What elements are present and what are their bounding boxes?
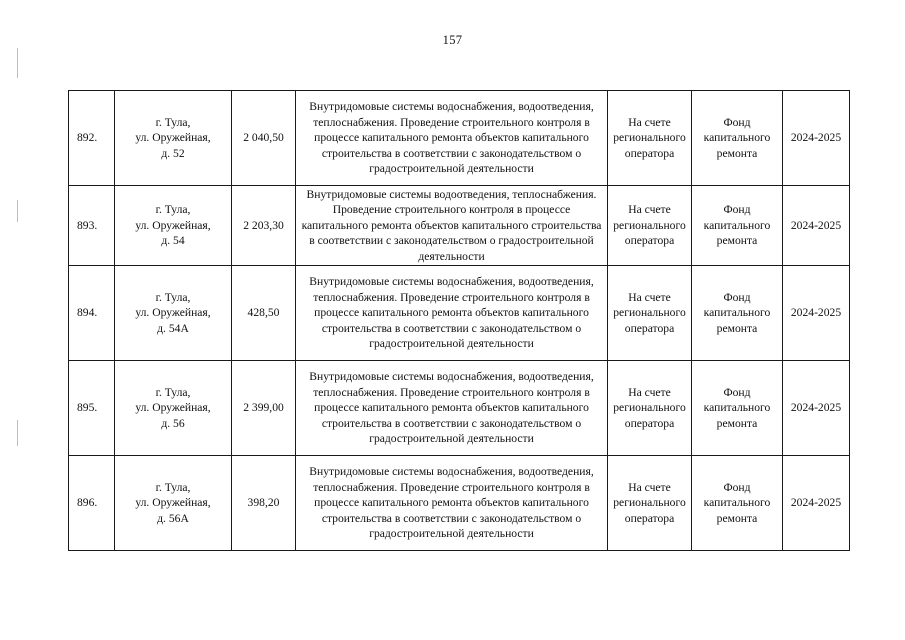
row-fund: Фонд капитального ремонта xyxy=(692,456,783,551)
row-operator: На счете регионального оператора xyxy=(608,456,692,551)
scan-edge-mark xyxy=(17,48,18,78)
row-area: 2 203,30 xyxy=(232,186,296,266)
row-address: г. Тула, ул. Оружейная, д. 56А xyxy=(115,456,232,551)
row-works: Внутридомовые системы водоснабжения, водоотведения, теплоснабжения. Проведение строительного контроля в процессе капитального ремонта объектов капитального строительства в соответствии с законодательством о градостроительной деятельности xyxy=(296,266,608,361)
row-period: 2024-2025 xyxy=(783,91,850,186)
row-operator: На счете регионального оператора xyxy=(608,91,692,186)
row-number: 893. xyxy=(69,186,115,266)
scan-edge-mark xyxy=(17,420,18,446)
row-address: г. Тула, ул. Оружейная, д. 52 xyxy=(115,91,232,186)
table-row xyxy=(69,91,850,186)
row-address: г. Тула, ул. Оружейная, д. 54А xyxy=(115,266,232,361)
table-row xyxy=(69,186,850,266)
capital-repair-table xyxy=(68,90,850,551)
row-address: г. Тула, ул. Оружейная, д. 56 xyxy=(115,361,232,456)
row-period: 2024-2025 xyxy=(783,186,850,266)
row-fund: Фонд капитального ремонта xyxy=(692,91,783,186)
row-number: 896. xyxy=(69,456,115,551)
row-fund: Фонд капитального ремонта xyxy=(692,186,783,266)
row-works: Внутридомовые системы водоотведения, теплоснабжения. Проведение строительного контроля в процессе капитального ремонта объектов капитального строительства в соответствии с законодательством о градостроительной деятельности xyxy=(296,186,608,266)
table-row xyxy=(69,361,850,456)
row-area: 398,20 xyxy=(232,456,296,551)
row-area: 428,50 xyxy=(232,266,296,361)
scan-edge-mark xyxy=(17,200,18,222)
row-period: 2024-2025 xyxy=(783,361,850,456)
row-area: 2 399,00 xyxy=(232,361,296,456)
row-number: 894. xyxy=(69,266,115,361)
row-period: 2024-2025 xyxy=(783,266,850,361)
row-period: 2024-2025 xyxy=(783,456,850,551)
row-fund: Фонд капитального ремонта xyxy=(692,361,783,456)
row-operator: На счете регионального оператора xyxy=(608,266,692,361)
row-area: 2 040,50 xyxy=(232,91,296,186)
row-works: Внутридомовые системы водоснабжения, водоотведения, теплоснабжения. Проведение строительного контроля в процессе капитального ремонта объектов капитального строительства в соответствии с законодательством о градостроительной деятельности xyxy=(296,456,608,551)
row-works: Внутридомовые системы водоснабжения, водоотведения, теплоснабжения. Проведение строительного контроля в процессе капитального ремонта объектов капитального строительства в соответствии с законодательством о градостроительной деятельности xyxy=(296,361,608,456)
row-address: г. Тула, ул. Оружейная, д. 54 xyxy=(115,186,232,266)
row-works: Внутридомовые системы водоснабжения, водоотведения, теплоснабжения. Проведение строительного контроля в процессе капитального ремонта объектов капитального строительства в соответствии с законодательством о градостроительной деятельности xyxy=(296,91,608,186)
row-operator: На счете регионального оператора xyxy=(608,361,692,456)
row-fund: Фонд капитального ремонта xyxy=(692,266,783,361)
row-operator: На счете регионального оператора xyxy=(608,186,692,266)
table-row xyxy=(69,456,850,551)
page-number: 157 xyxy=(442,33,463,47)
row-number: 892. xyxy=(69,91,115,186)
row-number: 895. xyxy=(69,361,115,456)
table-row xyxy=(69,266,850,361)
